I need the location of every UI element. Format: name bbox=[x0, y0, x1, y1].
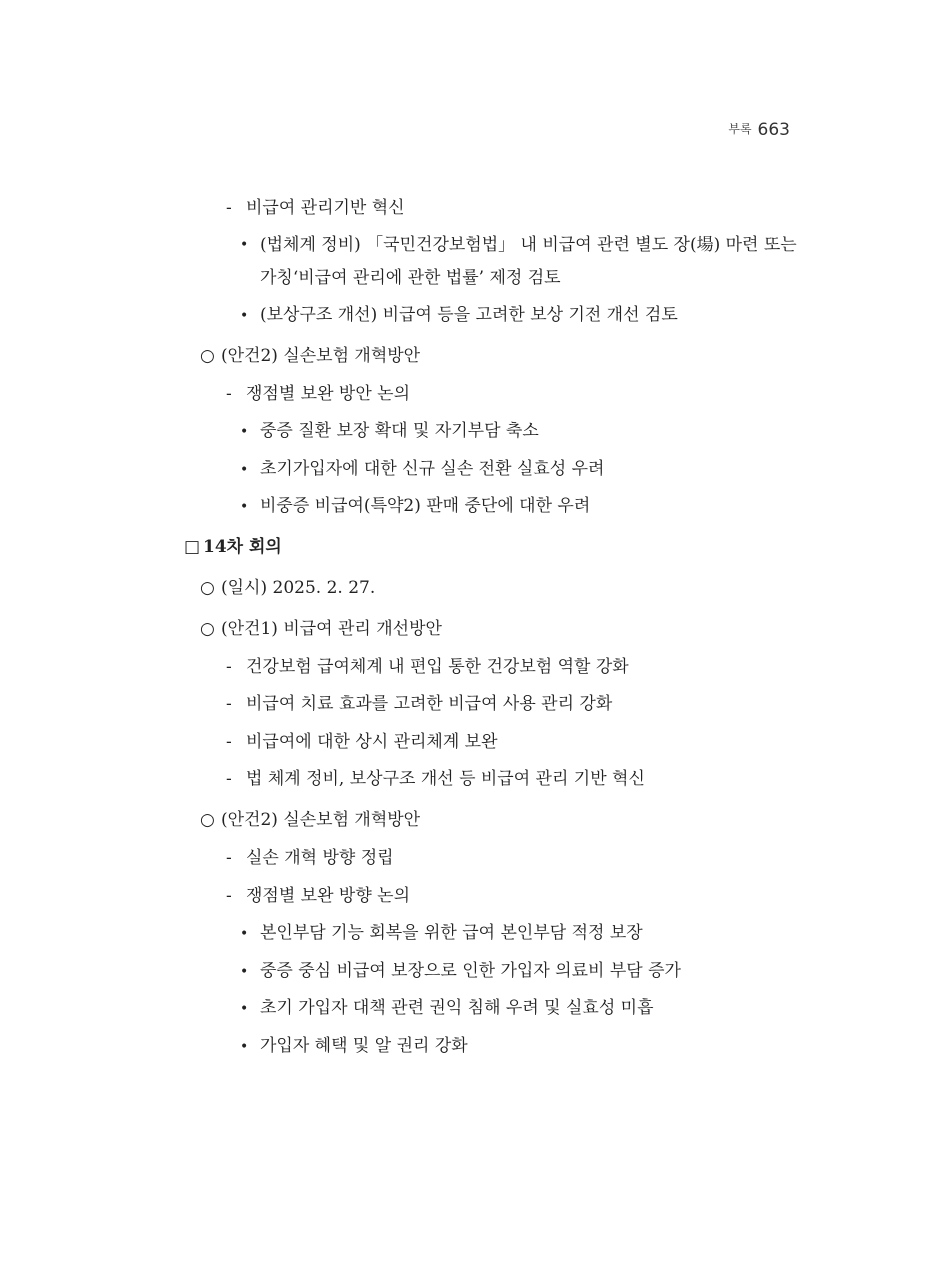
item-text: (보상구조 개선) 비급여 등을 고려한 보상 기전 개선 검토 bbox=[260, 305, 678, 325]
circle-marker: ○ bbox=[200, 346, 215, 366]
dash-marker: - bbox=[226, 886, 232, 906]
dash-marker: - bbox=[226, 694, 232, 714]
square-marker: □ bbox=[184, 537, 201, 557]
item-text: 본인부담 기능 회복을 위한 급여 본인부담 적정 보장 bbox=[260, 923, 643, 943]
list-item bbox=[226, 846, 394, 870]
bullet-marker: • bbox=[240, 499, 249, 515]
dash-marker: - bbox=[226, 769, 232, 789]
item-text: 중증 중심 비급여 보장으로 인한 가입자 의료비 부담 증가 bbox=[260, 961, 681, 981]
item-text: (안건2) 실손보험 개혁방안 bbox=[221, 810, 421, 830]
dash-marker: - bbox=[226, 198, 232, 218]
dash-marker: - bbox=[226, 384, 232, 404]
list-item bbox=[240, 494, 590, 519]
page-header bbox=[728, 120, 790, 140]
list-item bbox=[240, 959, 681, 984]
list-item bbox=[240, 1034, 468, 1059]
item-text: 쟁점별 보완 방향 논의 bbox=[246, 886, 411, 906]
item-text: 초기 가입자 대책 관련 권익 침해 우려 및 실효성 미흡 bbox=[260, 998, 654, 1018]
bullet-marker: • bbox=[240, 964, 249, 980]
list-item-text: (법체계 정비) 「국민건강보험법」 내 비급여 관련 별도 장(場) 마련 또는 bbox=[260, 235, 797, 255]
circle-marker: ○ bbox=[200, 810, 215, 830]
item-text: 법 체계 정비, 보상구조 개선 등 비급여 관리 기반 혁신 bbox=[246, 769, 645, 789]
bullet-marker: • bbox=[240, 1001, 249, 1017]
section-label: 부록 bbox=[728, 122, 752, 136]
list-item bbox=[240, 303, 678, 328]
bullet-marker: • bbox=[240, 237, 249, 253]
list-item bbox=[226, 730, 498, 754]
list-item bbox=[240, 921, 643, 946]
bullet-marker: • bbox=[240, 1039, 249, 1055]
item-text: 중증 질환 보장 확대 및 자기부담 축소 bbox=[260, 421, 539, 441]
heading-text: 14차 회의 bbox=[203, 537, 282, 557]
item-text: (안건1) 비급여 관리 개선방안 bbox=[221, 619, 442, 639]
item-text: (안건2) 실손보험 개혁방안 bbox=[221, 346, 421, 366]
item-text: (일시) 2025. 2. 27. bbox=[221, 578, 376, 598]
item-text: 비중증 비급여(특약2) 판매 중단에 대한 우려 bbox=[260, 496, 591, 516]
item-text: 가입자 혜택 및 알 권리 강화 bbox=[260, 1036, 468, 1056]
dash-marker: - bbox=[226, 732, 232, 752]
circle-marker: ○ bbox=[200, 619, 215, 639]
list-item-continuation: 가칭‘비급여 관리에 관한 법률’ 제정 검토 bbox=[260, 268, 561, 288]
agenda-item bbox=[200, 808, 420, 832]
list-item bbox=[240, 457, 604, 482]
list-item bbox=[226, 382, 410, 406]
item-text: 비급여 치료 효과를 고려한 비급여 사용 관리 강화 bbox=[246, 694, 613, 714]
list-item bbox=[226, 884, 410, 908]
circle-marker: ○ bbox=[200, 578, 215, 598]
page-number: 663 bbox=[757, 120, 790, 140]
list-item bbox=[226, 196, 405, 220]
list-item bbox=[240, 419, 539, 444]
bullet-marker: • bbox=[240, 424, 249, 440]
item-text: 건강보험 급여체계 내 편입 통한 건강보험 역할 강화 bbox=[246, 657, 629, 677]
list-item bbox=[226, 767, 645, 791]
list-item bbox=[226, 655, 629, 679]
bullet-marker: • bbox=[240, 926, 249, 942]
item-text: 비급여 관리기반 혁신 bbox=[246, 198, 405, 218]
dash-marker: - bbox=[226, 848, 232, 868]
list-item bbox=[226, 692, 612, 716]
section-heading bbox=[184, 535, 282, 559]
item-text: 쟁점별 보완 방안 논의 bbox=[246, 384, 411, 404]
list-item bbox=[240, 996, 654, 1021]
bullet-marker: • bbox=[240, 462, 249, 478]
item-text: 실손 개혁 방향 정립 bbox=[246, 848, 394, 868]
agenda-item bbox=[200, 576, 375, 600]
item-text: 비급여에 대한 상시 관리체계 보완 bbox=[246, 732, 498, 752]
bullet-marker: • bbox=[240, 308, 249, 324]
dash-marker: - bbox=[226, 657, 232, 677]
agenda-item bbox=[200, 617, 442, 641]
item-text: 초기가입자에 대한 신규 실손 전환 실효성 우려 bbox=[260, 459, 605, 479]
agenda-item bbox=[200, 344, 420, 368]
